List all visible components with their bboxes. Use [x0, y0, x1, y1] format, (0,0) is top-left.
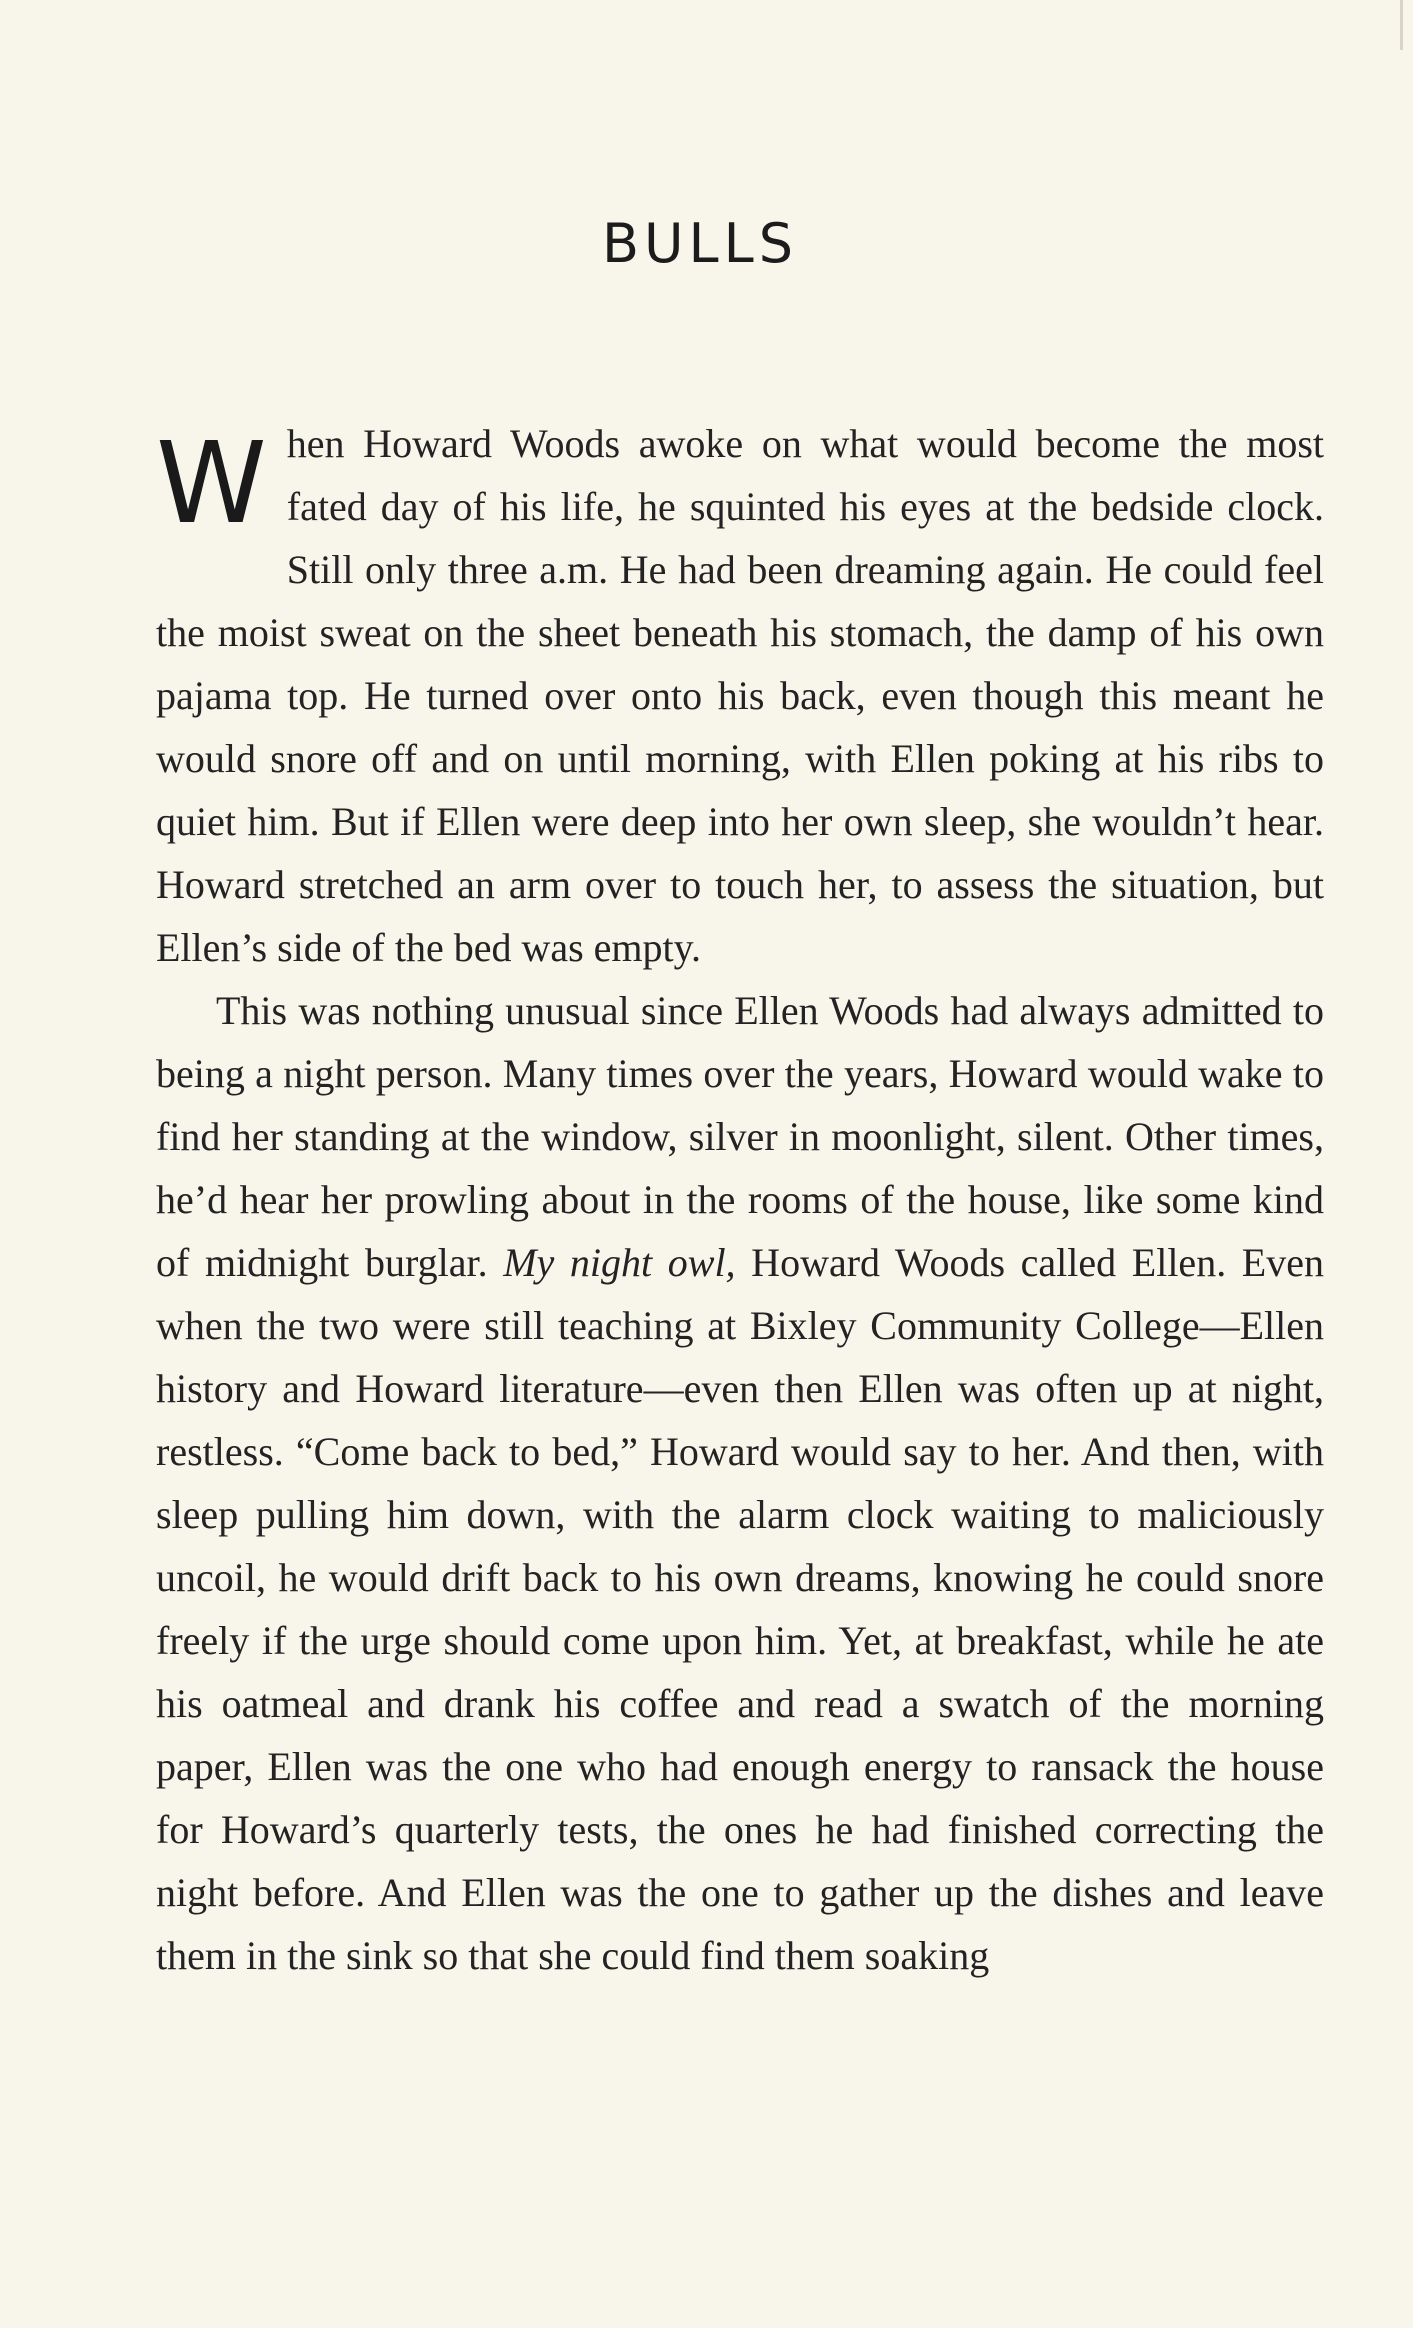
paragraph-opening	[156, 412, 1324, 979]
paragraph-second-text-a: This was nothing unusual since Ellen Woods had always admitted to being a night person. Many times over the years, Howard would wake to find her standing at the window, silver in moonlight, silent. Other times, he’d hear her prowling about in the rooms of the house, like some kind of midnight burglar.	[156, 988, 1324, 1285]
chapter-title: BULLS	[601, 212, 799, 275]
paragraph-second-text-b: Howard Woods called Ellen. Even when the two were still teaching at Bixley Community College—Ellen history and Howard literature—even then Ellen was often up at night, restless. “Come back to bed,” Howard would say to her. And then, with sleep pulling him down, with the alarm clock waiting to maliciously uncoil, he would drift back to his own dreams, knowing he could snore freely if the urge should come upon him. Yet, at breakfast, while he ate his oatmeal and drank his coffee and read a swatch of the morning paper, Ellen was the one who had enough energy to ransack the house for Howard’s quarterly tests, the ones he had finished correcting the night before. And Ellen was the one to gather up the dishes and leave them in the sink so that she could find them soaking	[156, 1240, 1324, 1978]
drop-cap-letter: W	[156, 419, 267, 549]
page-edge-mark	[1400, 0, 1403, 50]
paragraph-opening-text: hen Howard Woods awoke on what would become the most fated day of his life, he squinted his eyes at the bedside clock. Still only three a.m. He had been dreaming again. He could feel the moist sweat on the sheet beneath his stomach, the damp of his own pajama top. He turned over onto his back, even though this meant he would snore off and on until morning, with Ellen poking at his ribs to quiet him. But if Ellen were deep into her own sleep, she wouldn’t hear. Howard stretched an arm over to touch her, to assess the situation, but Ellen’s side of the bed was empty.	[156, 421, 1324, 970]
paragraph-second	[156, 979, 1324, 1987]
body-text	[156, 412, 1324, 1987]
paragraph-second-italic: My night owl,	[503, 1240, 736, 1285]
